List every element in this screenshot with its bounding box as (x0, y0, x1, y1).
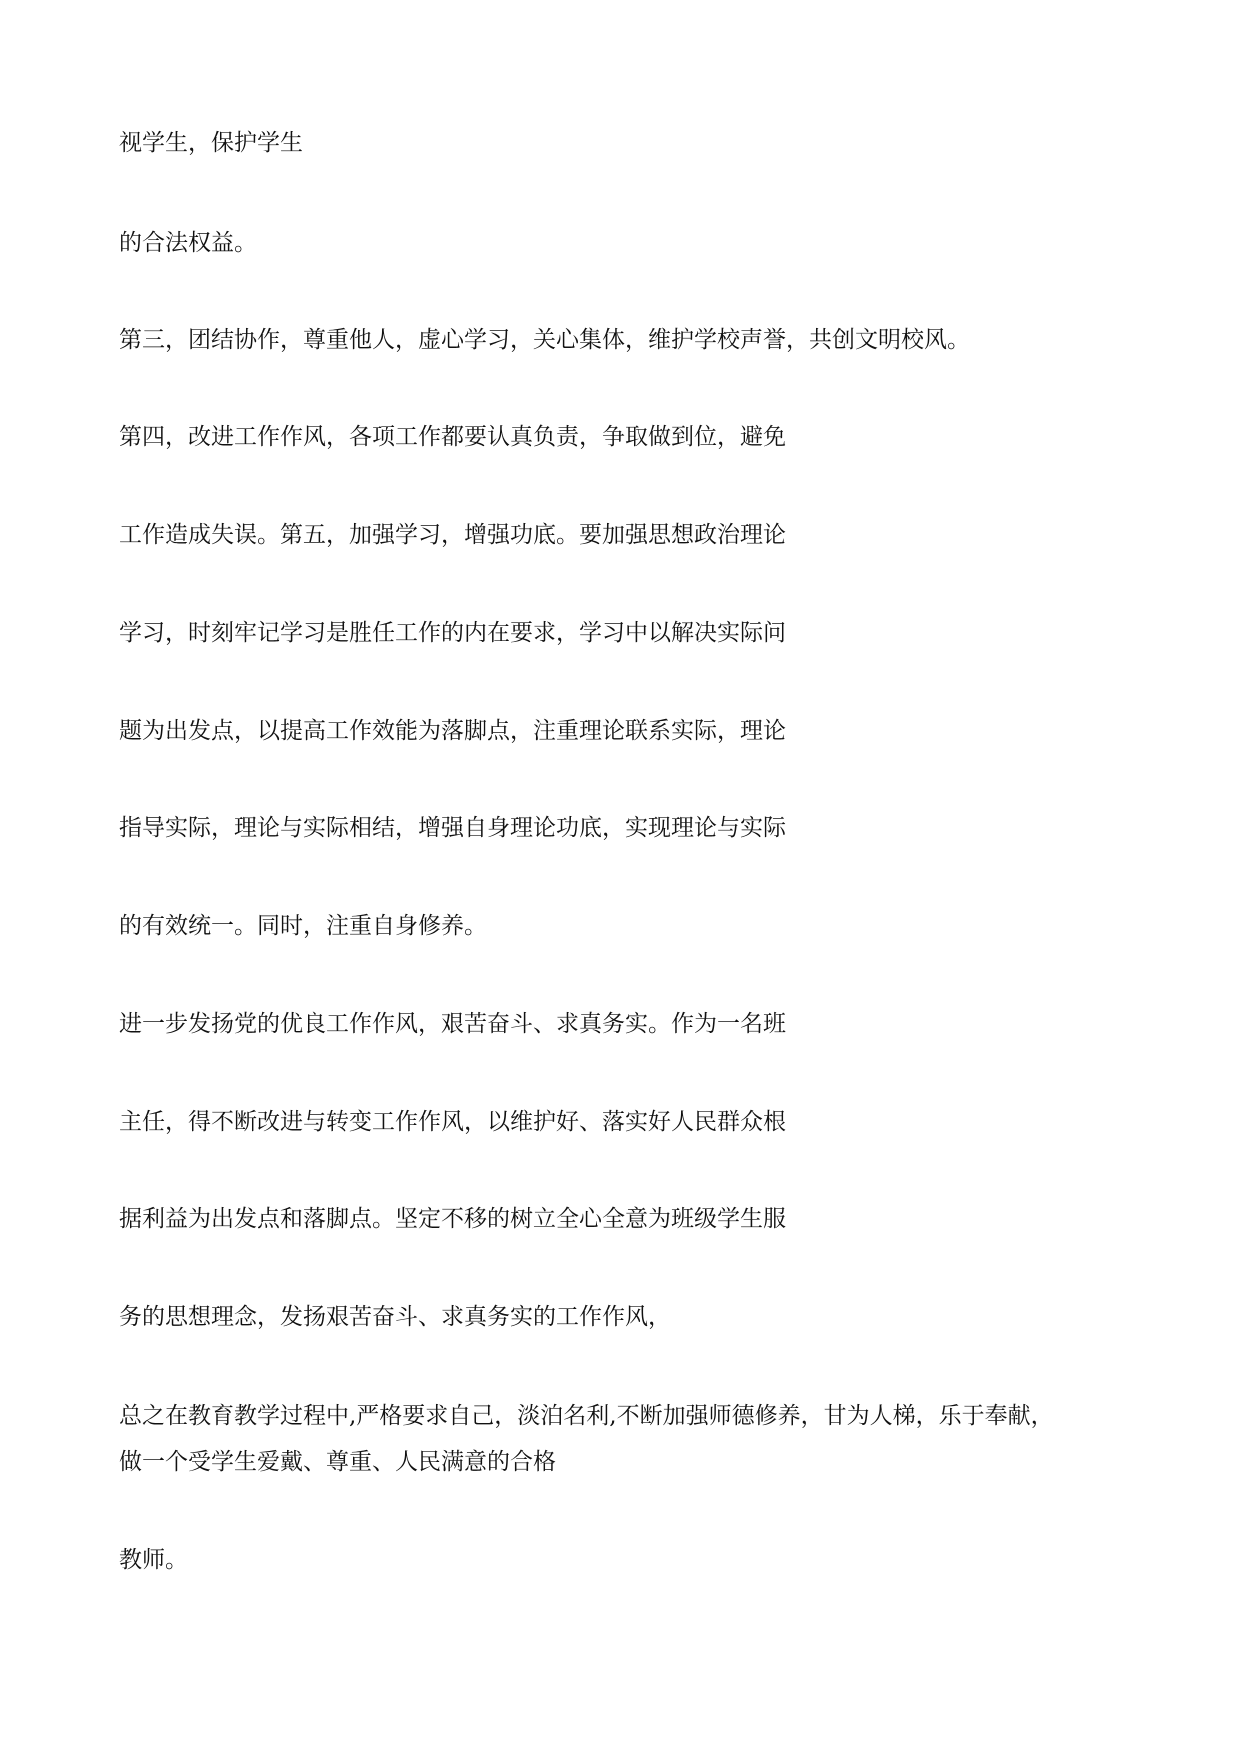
text-line: 第四，改进工作作风，各项工作都要认真负责，争取做到位，避免 (119, 424, 786, 450)
text-line: 务的思想理念，发扬艰苦奋斗、求真务实的工作作风， (119, 1304, 671, 1330)
text-line: 学习，时刻牢记学习是胜任工作的内在要求，学习中以解决实际问 (119, 620, 786, 646)
text-line: 工作造成失误。第五，加强学习，增强功底。要加强思想政治理论 (119, 522, 786, 548)
text-line: 的合法权益。 (119, 230, 257, 256)
text-line: 题为出发点，以提高工作效能为落脚点，注重理论联系实际，理论 (119, 718, 786, 744)
text-line: 进一步发扬党的优良工作作风，艰苦奋斗、求真务实。作为一名班 (119, 1011, 786, 1037)
text-line: 视学生，保护学生 (119, 130, 303, 156)
text-line: 据利益为出发点和落脚点。坚定不移的树立全心全意为班级学生服 (119, 1206, 786, 1232)
text-line: 主任，得不断改进与转变工作作风，以维护好、落实好人民群众根 (119, 1109, 786, 1135)
text-line: 总之在教育教学过程中,严格要求自己，淡泊名利,不断加强师德修养，甘为人梯，乐于奉献， (119, 1403, 1054, 1429)
text-line: 教师。 (119, 1547, 188, 1573)
text-line: 指导实际，理论与实际相结，增强自身理论功底，实现理论与实际 (119, 815, 786, 841)
text-line: 第三，团结协作，尊重他人，虚心学习，关心集体，维护学校声誉，共创文明校风。 (119, 327, 970, 353)
text-line: 做一个受学生爱戴、尊重、人民满意的合格 (119, 1449, 556, 1475)
text-line: 的有效统一。同时，注重自身修养。 (119, 913, 487, 939)
